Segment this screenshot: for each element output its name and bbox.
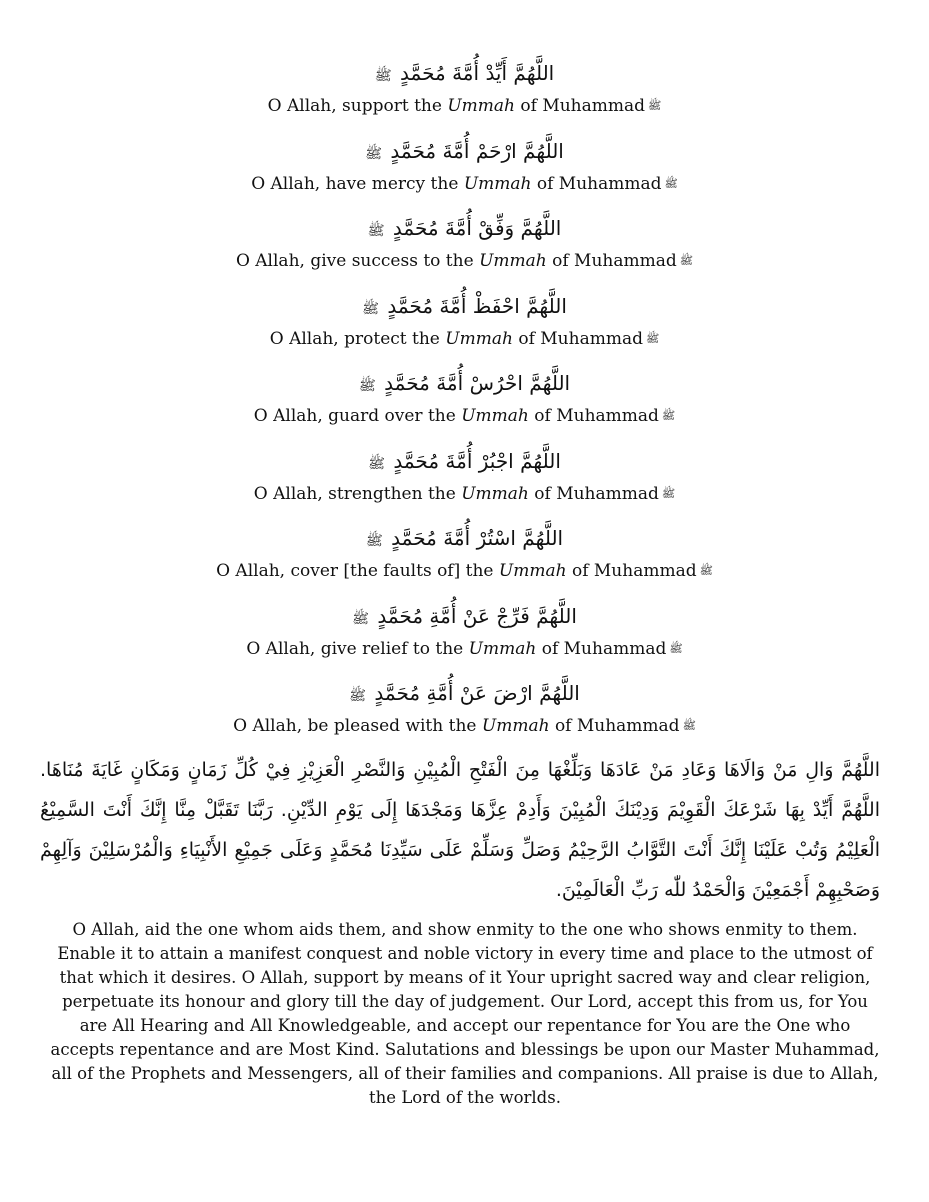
dua-english: O Allah, support the Ummah of Muhammad ﷺ	[267, 96, 662, 116]
dua-block	[0, 56, 929, 118]
salawat-symbol: ﷺ	[648, 99, 662, 112]
dua-arabic: اللَّهُمَّ ارْحَمْ أُمَّةَ مُحَمَّدٍ ﷺ	[365, 139, 564, 163]
salawat-symbol: ﷺ	[367, 223, 385, 239]
dua-english: O Allah, have mercy the Ummah of Muhammad ﷺ	[251, 174, 678, 194]
dua-arabic: اللَّهُمَّ احْرُسْ أُمَّةَ مُحَمَّدٍ ﷺ	[358, 371, 571, 395]
dua-block	[0, 599, 929, 661]
dua-english: O Allah, give success to the Ummah of Muhammad ﷺ	[235, 251, 694, 271]
dua-block	[0, 676, 929, 738]
salawat-symbol: ﷺ	[349, 688, 367, 704]
dua-arabic: اللَّهُمَّ ارْضَ عَنْ أُمَّةِ مُحَمَّدٍ ﷺ	[349, 681, 580, 705]
dua-block	[0, 134, 929, 196]
salawat-symbol: ﷺ	[679, 254, 694, 267]
dua-block	[0, 366, 929, 428]
dua-arabic: اللَّهُمَّ احْفَظْ أُمَّةَ مُحَمَّدٍ ﷺ	[362, 294, 567, 318]
dua-arabic: اللَّهُمَّ وَفِّقْ أُمَّةَ مُحَمَّدٍ ﷺ	[367, 216, 562, 240]
dua-english: O Allah, be pleased with the Ummah of Muhammad ﷺ	[233, 716, 696, 736]
salawat-symbol: ﷺ	[682, 719, 696, 732]
salawat-symbol: ﷺ	[661, 409, 676, 422]
dua-block	[0, 289, 929, 351]
salawat-symbol: ﷺ	[358, 378, 376, 394]
dua-arabic: اللَّهُمَّ اسْتُرْ أُمَّةَ مُحَمَّدٍ ﷺ	[365, 526, 564, 550]
dua-english: O Allah, guard over the Ummah of Muhammad ﷺ	[253, 406, 676, 426]
salawat-symbol: ﷺ	[645, 332, 660, 345]
closing-english-paragraph: O Allah, aid the one whom aids them, and show enmity to the one who shows enmity to them. Enable it to attain a manifest conquest and noble victory in every time and place to the utmost of that which it desires. O Allah, support by means of it Your upright sacred way and clear religion, perpetuate its honour and glory till the day of judgement. Our Lord, accept this from us, for You are All Hearing and All Knowledgeable, and accept our repentance for You are the One who accepts repentance and are Most Kind. Salutations and blessings be upon our Master Muhammad, all of the Prophets and Messengers, all of their families and companions. All praise is due to Allah, the Lord of the worlds.	[50, 920, 880, 1107]
dua-block	[0, 444, 929, 506]
salawat-symbol: ﷺ	[352, 611, 369, 627]
dua-arabic: اللَّهُمَّ اجْبُرْ أُمَّةَ مُحَمَّدٍ ﷺ	[368, 449, 561, 473]
salawat-symbol: ﷺ	[368, 456, 385, 472]
dua-arabic: اللَّهُمَّ فَرِّجْ عَنْ أُمَّةِ مُحَمَّدٍ ﷺ	[352, 604, 577, 628]
dua-english: O Allah, cover [the faults of] the Ummah of Muhammad ﷺ	[216, 561, 713, 581]
closing-arabic-paragraph: اللَّهُمَّ وَالِ مَنْ وَالَاهَا وَعَادِ مَنْ عَادَهَا وَبَلِّغْهَا مِنَ الْفَتْحِ الْمُبِيْنِ وَالنَّصْرِ الْعَزِيْزِ فِيْ كُلِّ زَمَانٍ وَمَكَانٍ غَايَةَ مُنَاهَا. اللَّهُمَّ أَيِّدْ بِهَا شَرْعَكَ الْقَوِيْمَ وَدِيْنَكَ الْمُبِيْنَ وَأَدِمْ عِزَّهَا وَمَجْدَهَا إِلَى يَوْمِ الدِّيْنِ. رَبَّنَا تَقَبَّلْ مِنَّا إِنَّكَ أَنْتَ السَّمِيْعُ الْعَلِيْمُ وَتُبْ عَلَيْنَا إِنَّكَ أَنْتَ التَّوَّابُ الرَّحِيْمُ وَصَلِّ وَسَلِّمْ عَلَى سَيِّدِنَا مُحَمَّدٍ وَعَلَى جَمِيْعِ الأَنْبِيَاءِ وَالْمُرْسَلِيْنَ وَآلِهِمْ وَصَحْبِهِمْ أَجْمَعِيْنَ وَالْحَمْدُ للّٰه رَبِّ الْعَالَمِيْنَ.	[40, 759, 880, 901]
salawat-symbol: ﷺ	[362, 301, 379, 317]
salawat-symbol: ﷺ	[669, 642, 683, 655]
salawat-symbol: ﷺ	[365, 146, 383, 162]
dua-block	[0, 521, 929, 583]
dua-block	[0, 211, 929, 273]
dua-english: O Allah, give relief to the Ummah of Muhammad ﷺ	[246, 639, 683, 659]
salawat-symbol: ﷺ	[374, 68, 392, 84]
dua-english: O Allah, strengthen the Ummah of Muhammad ﷺ	[253, 484, 676, 504]
dua-english: O Allah, protect the Ummah of Muhammad ﷺ	[269, 329, 660, 349]
salawat-symbol: ﷺ	[664, 177, 678, 190]
salawat-symbol: ﷺ	[365, 533, 383, 549]
dua-arabic: اللَّهُمَّ أَيِّدْ أُمَّةَ مُحَمَّدٍ ﷺ	[374, 61, 555, 85]
salawat-symbol: ﷺ	[699, 564, 713, 577]
salawat-symbol: ﷺ	[661, 487, 676, 500]
